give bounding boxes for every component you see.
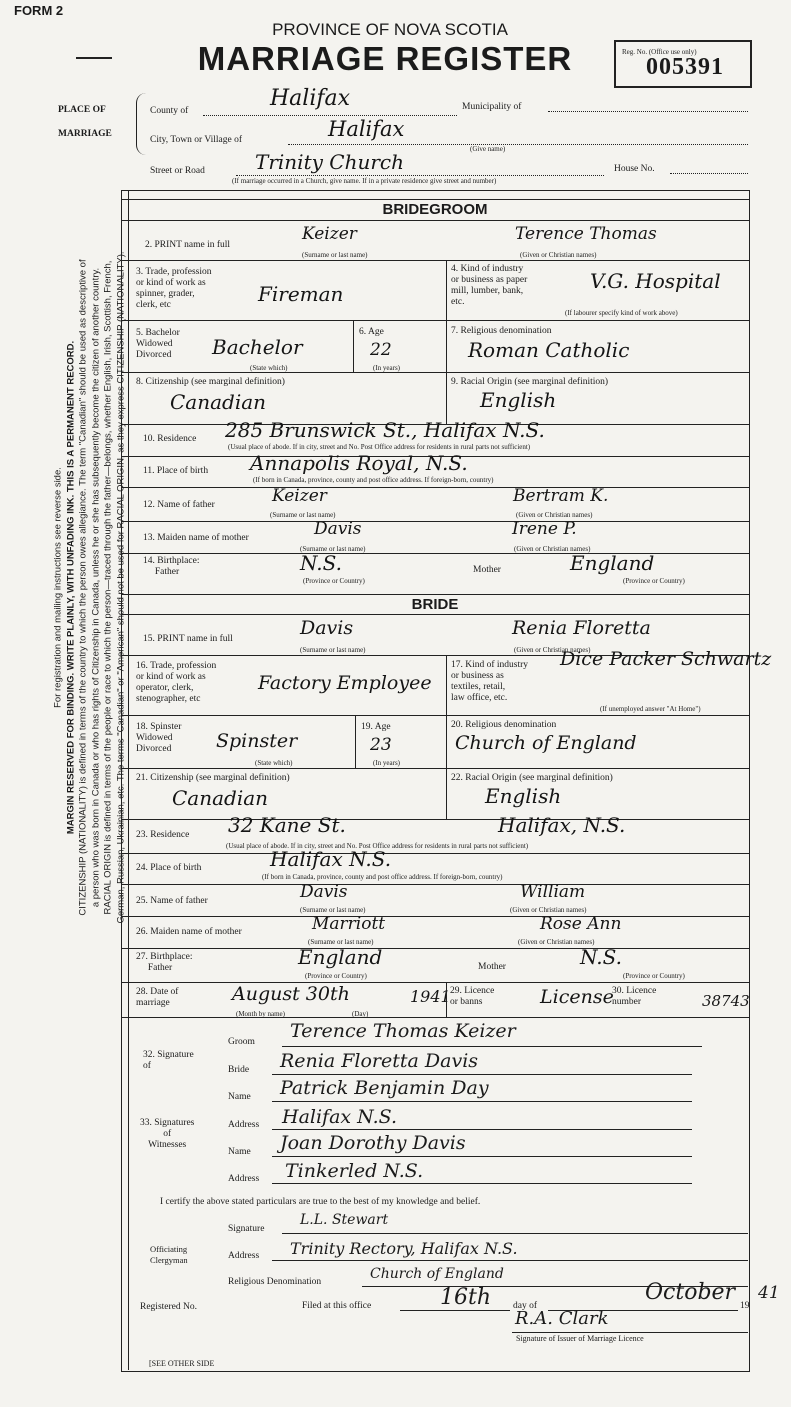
section-bridegroom: BRIDEGROOM	[382, 201, 488, 218]
groom-surname: Keizer	[302, 224, 357, 244]
rule	[272, 1156, 692, 1157]
form-label: FORM 2	[14, 3, 64, 18]
caption-given: (Given or Christian names)	[514, 545, 591, 553]
filed-year: 41	[758, 1283, 780, 1303]
witness2-address: Tinkerled N.S.	[285, 1160, 424, 1182]
bride-birthplace: Halifax N.S.	[270, 847, 392, 871]
rule	[121, 853, 749, 854]
rule	[121, 521, 749, 522]
clergy-signature: L.L. Stewart	[300, 1212, 389, 1228]
filed-day: 16th	[440, 1285, 492, 1310]
sidebar-line-5: RACIAL ORIGIN is defined in terms of the people or race to which the person—traced through the father—belongs, whether English, Irish, Scottish, French,	[102, 260, 114, 915]
groom-birthplace-parents-label: 14. Birthplace: Father	[143, 556, 200, 577]
mother-label: Mother	[478, 962, 506, 972]
marriage-year: 1941	[410, 987, 451, 1006]
rule	[121, 553, 749, 554]
groom-age: 22	[370, 340, 392, 360]
street-note: (If marriage occurred in a Church, give name. If in a private residence give street and number)	[232, 177, 497, 185]
caption-given: (Given or Christian names)	[514, 646, 591, 654]
rule	[121, 199, 749, 200]
caption-state-which: (State which)	[255, 759, 293, 767]
bride-mother-surname: Marriott	[312, 914, 386, 934]
caption-years: (In years)	[373, 759, 401, 767]
bride-religion: Church of England	[455, 732, 637, 754]
bride-sig-label: Bride	[228, 1065, 250, 1075]
caption-surname: (Surname or last name)	[270, 511, 336, 519]
groom-given: Terence Thomas	[515, 224, 657, 244]
bride-birthplace-parents-label: 27. Birthplace: Father	[136, 952, 193, 973]
caption-province: (Province or Country)	[623, 577, 685, 585]
licence-label: 29. Licence or banns	[450, 986, 495, 1007]
groom-industry-caption: (If labourer specify kind of work above)	[565, 309, 678, 317]
rule	[355, 715, 356, 768]
groom-industry: V.G. Hospital	[590, 269, 721, 293]
rule	[121, 1017, 749, 1018]
rule	[446, 715, 447, 819]
caption-given: (Given or Christian names)	[510, 906, 587, 914]
caption-given: (Given or Christian names)	[518, 938, 595, 946]
rule	[272, 1101, 692, 1102]
name-label: Name	[228, 1092, 251, 1102]
frame-inner-line	[128, 190, 129, 1370]
rule	[512, 1332, 748, 1333]
groom-origin-label: 9. Racial Origin (see marginal definition)	[451, 377, 609, 387]
licence-value: License	[540, 986, 614, 1008]
groom-signature: Terence Thomas Keizer	[290, 1020, 516, 1042]
rule	[121, 982, 749, 983]
caption-residence: (Usual place of abode. If in city, street and No. Post Office address for residents in rural parts not sufficient)	[226, 842, 529, 850]
rule	[272, 1260, 748, 1261]
bride-father-birthplace: England	[298, 945, 383, 969]
groom-mother-given: Irene P.	[512, 519, 577, 539]
address-label: Address	[228, 1120, 260, 1130]
bride-residence-label: 23. Residence	[136, 830, 190, 840]
caption-province: (Province or Country)	[305, 972, 367, 980]
street-value: Trinity Church	[255, 150, 404, 174]
bride-origin-label: 22. Racial Origin (see marginal definition)	[451, 773, 613, 783]
house-no-label: House No.	[614, 164, 655, 174]
certify-statement: I certify the above stated particulars are true to the best of my knowledge and belief.	[160, 1197, 481, 1207]
bride-age: 23	[370, 735, 392, 755]
rule	[282, 1233, 748, 1234]
groom-birthplace-label: 11. Place of birth	[143, 466, 209, 476]
clergy-address: Trinity Rectory, Halifax N.S.	[290, 1239, 518, 1258]
bride-age-label: 19. Age	[361, 722, 391, 732]
witness1-address: Halifax N.S.	[282, 1106, 397, 1128]
groom-birthplace: Annapolis Royal, N.S.	[250, 451, 468, 475]
bride-father-given: William	[520, 882, 586, 902]
caption-day: (Day)	[352, 1010, 369, 1018]
issuer-caption: Signature of Issuer of Marriage Licence	[516, 1334, 644, 1343]
bride-origin: English	[485, 784, 562, 808]
rule	[121, 372, 749, 373]
caption-surname: (Surname or last name)	[300, 646, 366, 654]
rule	[400, 1310, 510, 1311]
name-label: Name	[228, 1147, 251, 1157]
sidebar-line-6: German, Russian, Ukrainian, etc. The terms "Canadian" or "American" should not be used for RACIAL ORIGIN, as they express CITIZENSHIP (NATIONALITY).	[115, 251, 126, 924]
bride-citizenship-label: 21. Citizenship (see marginal definition)	[136, 773, 290, 783]
signature-of-label: 32. Signature of	[143, 1050, 194, 1071]
rule	[446, 655, 447, 715]
bride-given: Renia Floretta	[512, 617, 651, 639]
groom-age-label: 6. Age	[359, 327, 384, 337]
bride-mother-label: 26. Maiden name of mother	[136, 927, 242, 937]
bride-religion-label: 20. Religious denomination	[451, 720, 557, 730]
bride-father-surname: Davis	[300, 882, 348, 902]
caption-province: (Province or Country)	[623, 972, 685, 980]
caption-birthplace: (If born in Canada, province, county and post office address. If foreign-born, country)	[262, 873, 503, 881]
caption-surname: (Surname or last name)	[300, 545, 366, 553]
rule	[282, 1046, 702, 1047]
bride-status: Spinster	[216, 730, 298, 752]
rule	[121, 614, 749, 615]
groom-residence-label: 10. Residence	[143, 434, 197, 444]
county-value: Halifax	[270, 86, 351, 111]
bride-industry-caption: (If unemployed answer "At Home")	[600, 705, 701, 713]
bride-name-label: 15. PRINT name in full	[143, 634, 233, 644]
bride-trade-label: 16. Trade, profession or kind of work as operator, clerk, stenographer, etc	[136, 661, 217, 704]
rule	[121, 487, 749, 488]
groom-status-label: 5. Bachelor Widowed Divorced	[136, 328, 180, 360]
rule	[121, 948, 749, 949]
page-title: MARRIAGE REGISTER	[197, 40, 573, 77]
signature-label: Signature	[228, 1224, 265, 1234]
house-no-underline	[670, 173, 748, 174]
caption-residence: (Usual place of abode. If in city, street and No. Post Office address for residents in rural parts not sufficient)	[228, 443, 531, 451]
bride-industry: Dice Packer Schwartz	[560, 648, 772, 670]
groom-residence: 285 Brunswick St., Halifax N.S.	[225, 418, 545, 442]
day-of-label: day of	[513, 1301, 538, 1311]
bride-mother-given: Rose Ann	[540, 914, 622, 934]
groom-father-surname: Keizer	[272, 486, 327, 506]
caption-province: (Province or Country)	[303, 577, 365, 585]
place-label-1: PLACE OF	[58, 105, 106, 115]
rule	[121, 594, 749, 595]
caption-birthplace: (If born in Canada, province, county and post office address. If foreign-born, country)	[253, 476, 494, 484]
bride-signature: Renia Floretta Davis	[280, 1050, 479, 1072]
caption-years: (In years)	[373, 364, 401, 372]
caption-surname: (Surname or last name)	[300, 906, 366, 914]
groom-name-label: 2. PRINT name in full	[145, 240, 231, 250]
officiating-label: Officiating Clergyman	[150, 1244, 188, 1265]
groom-religion-label: 7. Religious denomination	[451, 326, 552, 336]
rule	[272, 1183, 692, 1184]
groom-trade: Fireman	[258, 282, 344, 306]
place-brace	[136, 93, 147, 155]
caption-month: (Month by name)	[236, 1010, 285, 1018]
bride-residence-city: Halifax, N.S.	[498, 813, 626, 837]
county-underline	[203, 115, 457, 116]
municipality-label: Municipality of	[462, 102, 522, 112]
bride-status-label: 18. Spinster Widowed Divorced	[136, 722, 182, 754]
rule	[121, 819, 749, 820]
groom-mother-birthplace: England	[570, 551, 655, 575]
rule	[121, 916, 749, 917]
groom-industry-label: 4. Kind of industry or business as paper mill, lumber, bank, etc.	[451, 264, 528, 307]
caption-state-which: (State which)	[250, 364, 288, 372]
municipality-underline	[548, 111, 748, 112]
groom-father-given: Bertram K.	[513, 486, 609, 506]
rule	[121, 715, 749, 716]
province-heading: PROVINCE OF NOVA SCOTIA	[272, 20, 508, 39]
city-value: Halifax	[328, 117, 405, 141]
header-dash	[76, 57, 112, 59]
issuer-signature: R.A. Clark	[515, 1308, 609, 1329]
city-underline	[288, 144, 748, 145]
filed-label: Filed at this office	[302, 1301, 372, 1311]
section-bride: BRIDE	[411, 596, 459, 613]
denomination-label: Religious Denomination	[228, 1277, 322, 1287]
groom-status: Bachelor	[212, 335, 303, 359]
rule	[272, 1074, 692, 1075]
reg-number-label: Reg. No. (Office use only)	[622, 48, 697, 56]
sidebar-line-1: For registration and mailing instructions see reverse side.	[52, 467, 64, 708]
clergy-denomination: Church of England	[370, 1266, 504, 1282]
caption-given: (Given or Christian names)	[520, 251, 597, 259]
licence-number: 38743	[702, 992, 750, 1010]
groom-religion: Roman Catholic	[468, 338, 630, 362]
witnesses-label: 33. Signatures of Witnesses	[140, 1118, 195, 1150]
reg-number: 005391	[646, 54, 724, 80]
see-other-side-note: [SEE OTHER SIDE	[149, 1359, 215, 1368]
rule	[121, 220, 749, 221]
registered-no-label: Registered No.	[140, 1302, 197, 1312]
sidebar-line-3: CITIZENSHIP (NATIONALITY) is defined in terms of the country to which the person owes allegiance. The term "Canadian" should be used as descriptive of	[77, 259, 89, 916]
filed-year-prefix: 19	[740, 1301, 750, 1311]
rule	[272, 1129, 692, 1130]
groom-mother-label: 13. Maiden name of mother	[143, 533, 249, 543]
place-label-2: MARRIAGE	[58, 129, 112, 139]
caption-surname: (Surname or last name)	[302, 251, 368, 259]
rule	[121, 260, 749, 261]
reg-number-box	[614, 40, 752, 88]
bride-surname: Davis	[300, 617, 354, 639]
bride-birthplace-label: 24. Place of birth	[136, 863, 202, 873]
rule	[446, 982, 447, 1017]
rule	[121, 768, 749, 769]
groom-citizenship-label: 8. Citizenship (see marginal definition)	[136, 377, 285, 387]
address-label: Address	[228, 1174, 260, 1184]
mother-label: Mother	[473, 565, 501, 575]
address-label: Address	[228, 1251, 260, 1261]
bride-mother-birthplace: N.S.	[580, 945, 622, 969]
witness2-name: Joan Dorothy Davis	[280, 1132, 466, 1154]
groom-citizenship: Canadian	[170, 390, 267, 414]
sidebar-line-2: MARGIN RESERVED FOR BINDING. WRITE PLAINLY, WITH UNFADING INK. THIS IS A PERMANENT RECORD.	[65, 340, 76, 835]
groom-trade-label: 3. Trade, profession or kind of work as spinner, grader, clerk, etc	[136, 267, 212, 310]
bride-residence: 32 Kane St.	[228, 813, 346, 837]
licence-number-label: 30. Licence number	[612, 986, 657, 1007]
bride-citizenship: Canadian	[172, 786, 269, 810]
sidebar-line-4: a person who was born in Canada or who has rights of Citizenship in Canada, unless he or she has subsequently become the citizen of another country.	[90, 267, 101, 908]
rule	[446, 260, 447, 320]
date-label: 28. Date of marriage	[136, 987, 179, 1008]
rule	[121, 320, 749, 321]
groom-mother-surname: Davis	[314, 519, 362, 539]
bride-industry-label: 17. Kind of industry or business as textiles, retail, law office, etc.	[451, 660, 529, 703]
filed-month: October	[645, 1280, 736, 1305]
groom-father-label: 12. Name of father	[143, 500, 215, 510]
sidebar-instructions	[53, 0, 128, 1318]
rule	[353, 320, 354, 372]
groom-father-birthplace: N.S.	[300, 551, 342, 575]
give-name-caption: (Give name)	[470, 145, 506, 153]
bride-trade: Factory Employee	[258, 672, 432, 694]
street-label: Street or Road	[150, 166, 205, 176]
bride-father-label: 25. Name of father	[136, 896, 208, 906]
marriage-date: August 30th	[232, 983, 350, 1005]
caption-given: (Given or Christian names)	[516, 511, 593, 519]
caption-surname: (Surname or last name)	[308, 938, 374, 946]
groom-sig-label: Groom	[228, 1037, 255, 1047]
city-label: City, Town or Village of	[150, 135, 242, 145]
witness1-name: Patrick Benjamin Day	[280, 1077, 489, 1099]
rule	[121, 884, 749, 885]
street-underline	[236, 175, 604, 176]
groom-origin: English	[480, 388, 557, 412]
county-label: County of	[150, 106, 189, 116]
